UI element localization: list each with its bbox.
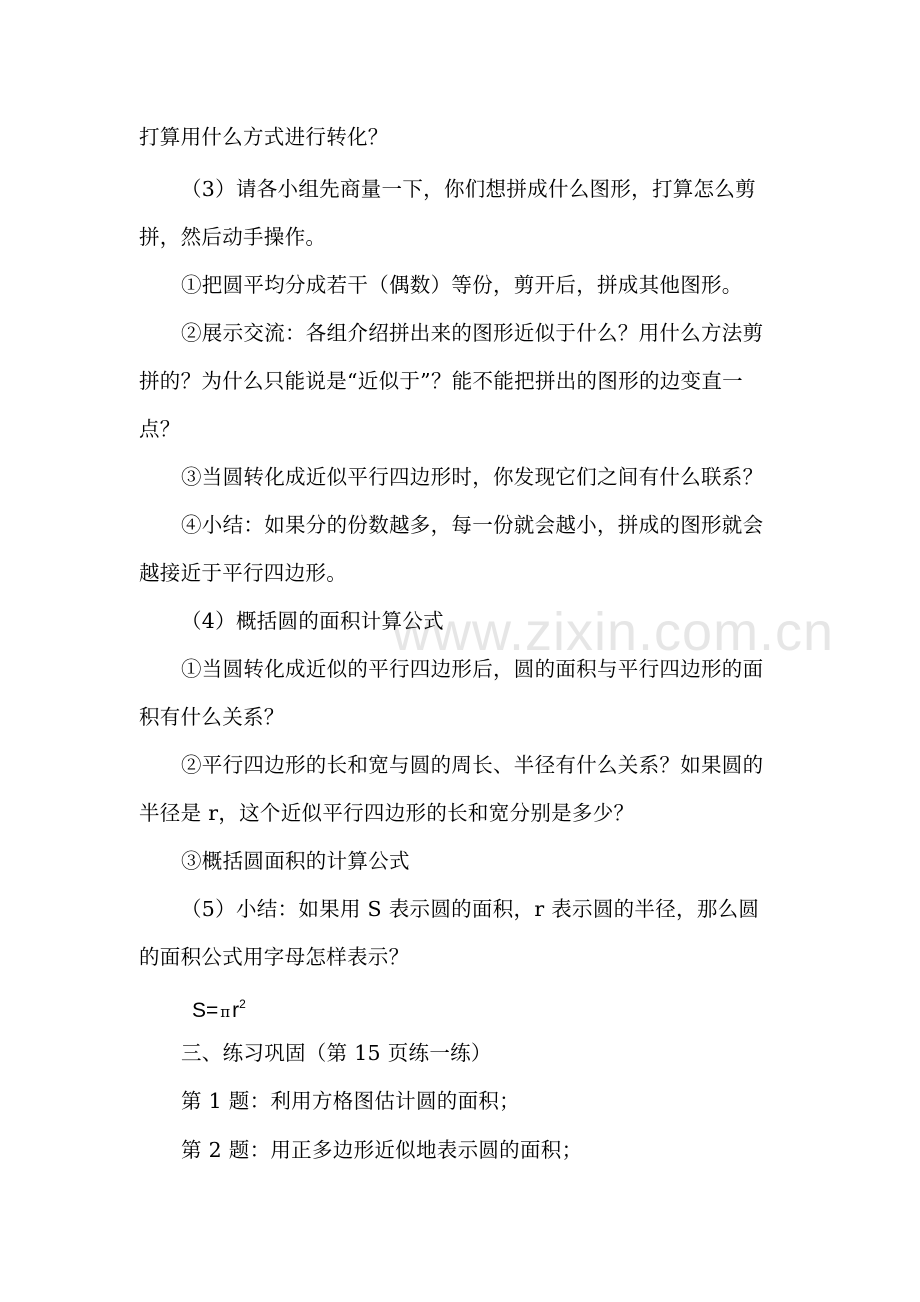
section-heading: 三、练习巩固（第 15 页练一练） — [181, 1041, 492, 1065]
text-line: 半径是 r，这个近似平行四边形的长和宽分别是多少？ — [139, 801, 635, 825]
text-line: （3）请各小组先商量一下，你们想拼成什么图形，打算怎么剪 — [181, 177, 756, 201]
formula-lhs: S= — [192, 999, 219, 1022]
area-formula — [192, 990, 246, 1026]
text-line: 积有什么关系？ — [139, 705, 285, 729]
text-line: 越接近于平行四边形。 — [139, 561, 347, 585]
text-line: ②展示交流：各组介绍拼出来的图形近似于什么？用什么方法剪 — [181, 321, 764, 345]
text-line: ④小结：如果分的份数越多，每一份就会越小，拼成的图形就会 — [181, 513, 764, 537]
text-line: 点？ — [139, 417, 181, 441]
text-line: 拼的？为什么只能说是“近似于”？能不能把拼出的图形的边变直一 — [139, 369, 743, 393]
formula-variable: r — [232, 999, 240, 1022]
text-line: ①当圆转化成近似的平行四边形后，圆的面积与平行四边形的面 — [181, 657, 764, 681]
text-line: ②平行四边形的长和宽与圆的周长、半径有什么关系？如果圆的 — [181, 753, 764, 777]
text-line: 拼，然后动手操作。 — [139, 225, 327, 249]
watermark: www.zixin.com.cn — [392, 602, 835, 662]
text-line: ③当圆转化成近似平行四边形时，你发现它们之间有什么联系？ — [181, 465, 764, 489]
text-line: 打算用什么方式进行转化？ — [139, 125, 389, 149]
text-line: 的面积公式用字母怎样表示？ — [139, 945, 410, 969]
text-line: ③概括圆面积的计算公式 — [181, 849, 410, 873]
formula-exponent: 2 — [239, 997, 246, 1011]
text-line: 第 2 题：用正多边形近似地表示圆的面积； — [181, 1138, 583, 1162]
text-line: ①把圆平均分成若干（偶数）等份，剪开后，拼成其他图形。 — [181, 273, 743, 297]
section-heading: （4）概括圆的面积计算公式 — [181, 609, 444, 633]
formula-pi: π — [220, 1003, 231, 1021]
text-line: （5）小结：如果用 S 表示圆的面积，r 表示圆的半径，那么圆 — [181, 897, 760, 921]
text-line: 第 1 题：利用方格图估计圆的面积； — [181, 1089, 520, 1113]
